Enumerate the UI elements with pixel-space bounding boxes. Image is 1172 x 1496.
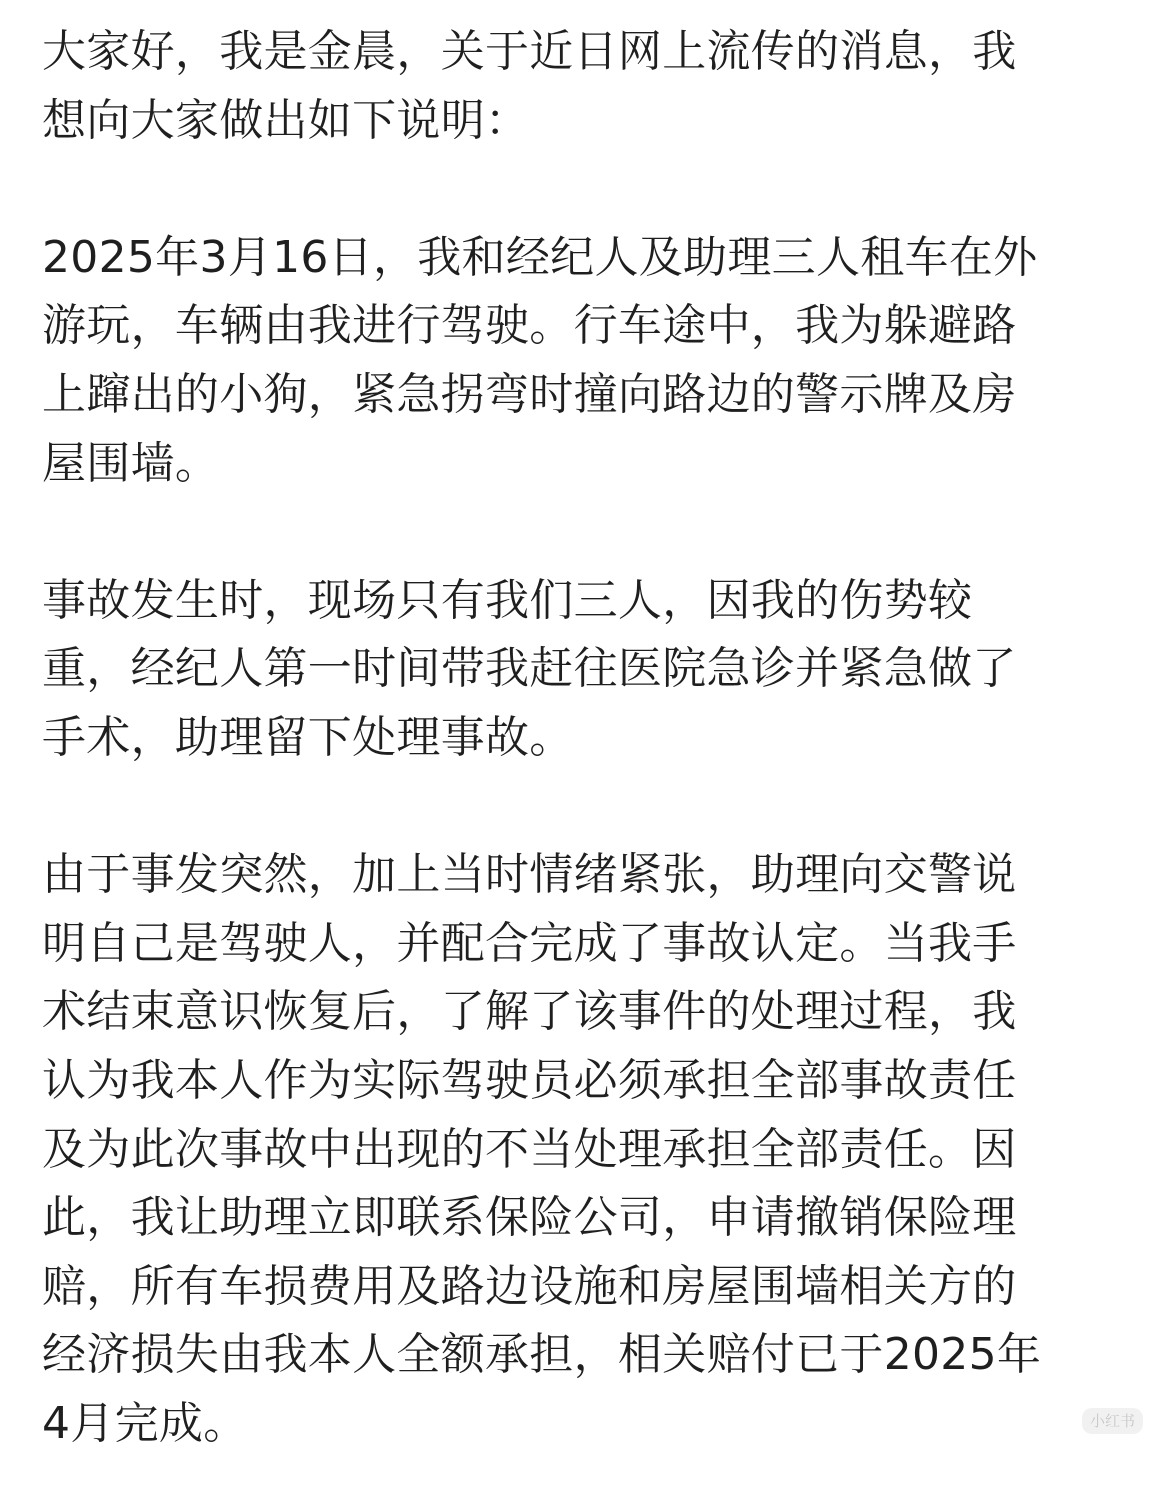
statement-document bbox=[42, 18, 1132, 1458]
paragraph-incident: 2025年3月16日，我和经纪人及助理三人租车在外 游玩，车辆由我进行驾驶。行车途中，我为躲避路 上蹿出的小狗，紧急拐弯时撞向路边的警示牌及房 屋围墙。 bbox=[42, 231, 1038, 489]
paragraph-intro: 大家好，我是金晨，关于近日网上流传的消息，我 想向大家做出如下说明： bbox=[42, 26, 1017, 146]
paragraph-aftermath: 事故发生时，现场只有我们三人，因我的伤势较 重，经纪人第一时间带我赶往医院急诊并紧急做了 手术，助理留下处理事故。 bbox=[42, 574, 1017, 763]
paragraph-responsibility: 由于事发突然，加上当时情绪紧张，助理向交警说 明自己是驾驶人，并配合完成了事故认定。当我手 术结束意识恢复后，了解了该事件的处理过程，我 认为我本人作为实际驾驶员必须承担全部事故责任 及为此次事故中出现的不当处理承担全部责任。因 此，我让助理立即联系保险公司，申请撤销保险理 赔，所有车损费用及路边设施和房屋围墙相关方的 经济损失由我本人全额承担，相关赔付已于2025年 4月完成。 bbox=[42, 849, 1042, 1449]
xiaohongshu-watermark: 小红书 bbox=[1082, 1408, 1143, 1434]
